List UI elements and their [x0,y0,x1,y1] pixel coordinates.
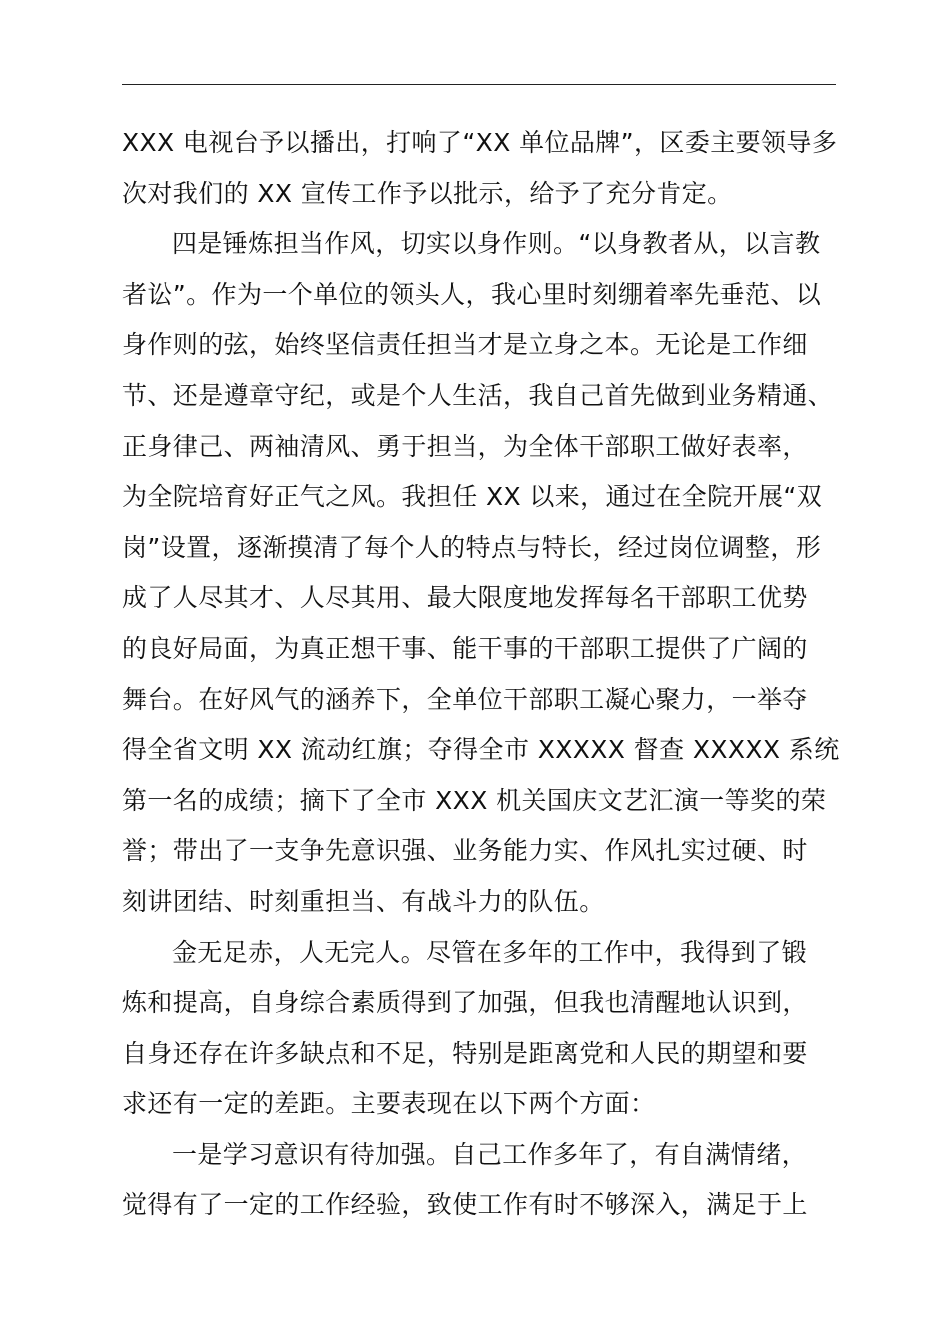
text-line: 成了人尽其才、人尽其用、最大限度地发挥每名干部职工优势 [122,583,808,613]
text-line: 身作则的弦，始终坚信责任担当才是立身之本。无论是工作细 [122,330,808,360]
text-line: 次对我们的 XX 宣传工作予以批示，给予了充分肯定。 [122,178,733,208]
text-line: 岗”设置，逐渐摸清了每个人的特点与特长，经过岗位调整，形 [122,532,822,562]
text-line: 正身律己、两袖清风、勇于担当，为全体干部职工做好表率， [122,431,808,461]
header-rule [122,84,836,85]
text-line: 觉得有了一定的工作经验，致使工作有时不够深入，满足于上 [122,1190,808,1220]
text-line: 金无足赤，人无完人。尽管在多年的工作中，我得到了锻 [172,937,808,967]
text-line: 一是学习意识有待加强。自己工作多年了，有自满情绪， [172,1139,808,1169]
body-text [122,118,842,1231]
text-line: 为全院培育好正气之风。我担任 XX 以来，通过在全院开展“双 [122,482,823,512]
text-line: 四是锤炼担当作风，切实以身作则。“以身教者从，以言教 [172,229,821,259]
text-line: 誉；带出了一支争先意识强、业务能力实、作风扎实过硬、时 [122,836,808,866]
text-line: 第一名的成绩；摘下了全市 XXX 机关国庆文艺汇演一等奖的荣 [122,785,827,815]
text-line: 炼和提高，自身综合素质得到了加强，但我也清醒地认识到， [122,988,808,1018]
text-line: 自身还存在许多缺点和不足，特别是距离党和人民的期望和要 [122,1038,808,1068]
text-line: XXX 电视台予以播出，打响了“XX 单位品牌”，区委主要领导多 [122,128,838,157]
text-line: 节、还是遵章守纪，或是个人生活，我自己首先做到业务精通、 [122,380,834,410]
text-line: 得全省文明 XX 流动红旗；夺得全市 XXXXX 督查 XXXXX 系统 [122,735,840,765]
text-line: 者讼”。作为一个单位的领头人，我心里时刻绷着率先垂范、以 [122,279,822,309]
text-line: 刻讲团结、时刻重担当、有战斗力的队伍。 [122,886,605,916]
text-line: 的良好局面，为真正想干事、能干事的干部职工提供了广阔的 [122,633,808,663]
text-line: 求还有一定的差距。主要表现在以下两个方面： [122,1089,656,1119]
text-line: 舞台。在好风气的涵养下，全单位干部职工凝心聚力，一举夺 [122,684,808,714]
